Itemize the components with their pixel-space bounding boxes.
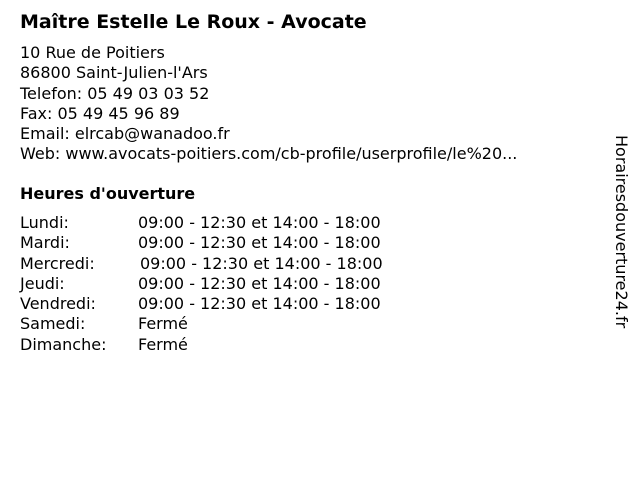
time-value: 09:00 - 12:30 et 14:00 - 18:00 (140, 253, 383, 273)
day-label: Mardi: (20, 233, 70, 253)
site-brand-watermark: Horairesdouverture24.fr (612, 135, 631, 329)
website-url: Web: www.avocats-poitiers.com/cb-profile/userprofile/le%20... (20, 144, 518, 164)
day-label: Mercredi: (20, 253, 95, 273)
street-address: 10 Rue de Poitiers (20, 43, 165, 62)
day-label: Jeudi: (20, 273, 65, 293)
time-value: Fermé (138, 314, 188, 334)
time-value: 09:00 - 12:30 et 14:00 - 18:00 (138, 294, 381, 314)
time-value: 09:00 - 12:30 et 14:00 - 18:00 (138, 233, 381, 253)
email-address: Email: elrcab@wanadoo.fr (20, 124, 230, 144)
day-label: Lundi: (20, 213, 69, 232)
day-label: Dimanche: (20, 334, 107, 354)
hours-heading: Heures d'ouverture (20, 184, 196, 203)
contact-info (20, 43, 517, 165)
time-value: 09:00 - 12:30 et 14:00 - 18:00 (138, 273, 381, 293)
business-title: Maître Estelle Le Roux - Avocate (20, 11, 367, 33)
city-address: 86800 Saint-Julien-l'Ars (20, 63, 208, 83)
day-label: Samedi: (20, 314, 86, 334)
day-label: Vendredi: (20, 294, 96, 314)
time-value: Fermé (138, 334, 188, 354)
phone-number: Telefon: 05 49 03 03 52 (20, 83, 210, 103)
fax-number: Fax: 05 49 45 96 89 (20, 103, 180, 123)
time-value: 09:00 - 12:30 et 14:00 - 18:00 (138, 213, 381, 232)
